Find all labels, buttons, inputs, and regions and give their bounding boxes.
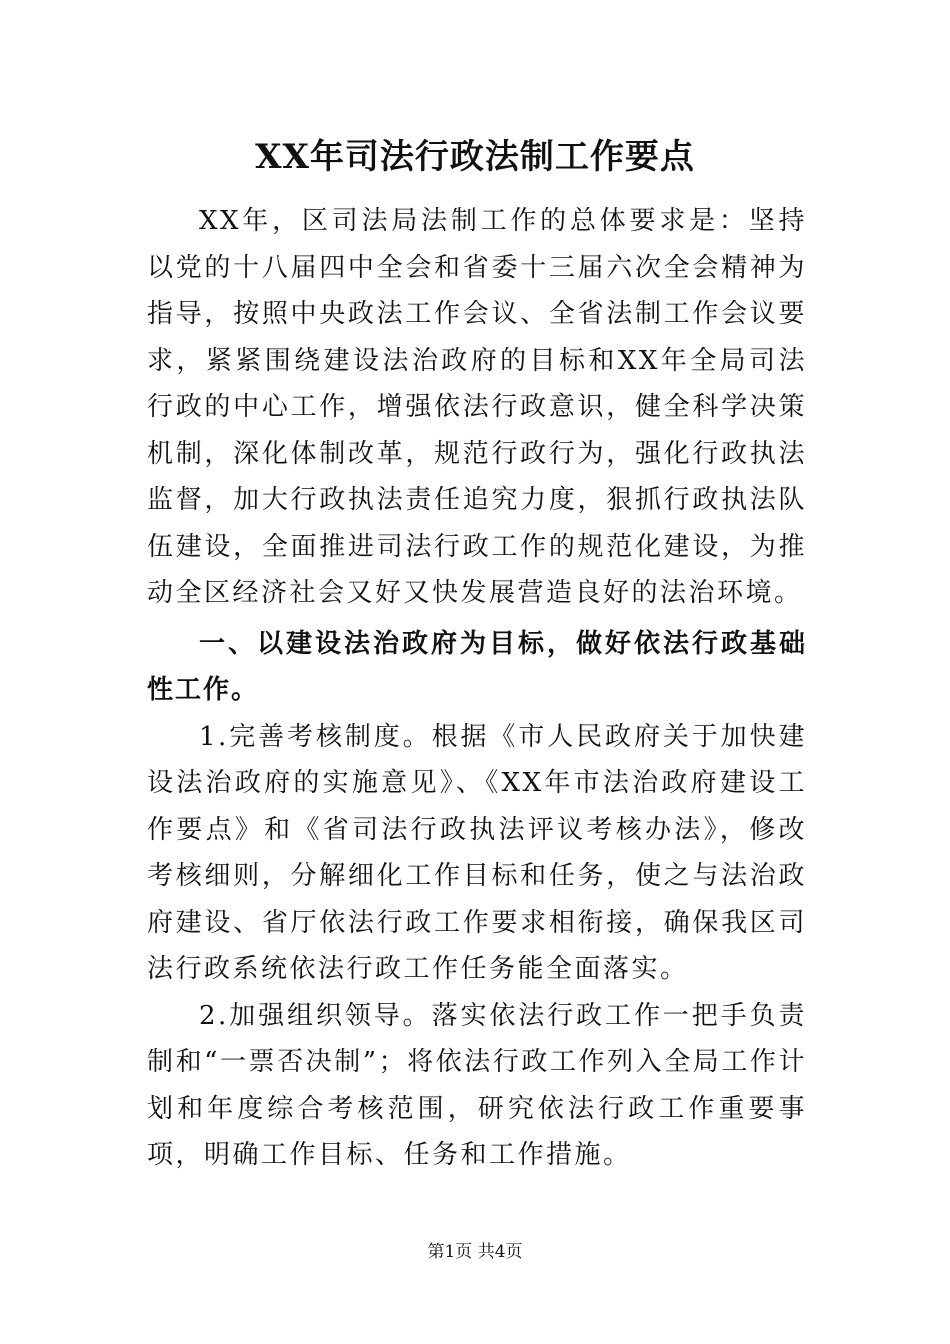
paragraph-intro: XX年，区司法局法制工作的总体要求是：坚持以党的十八届四中全会和省委十三届六次全会精神为指导，按照中央政法工作会议、全省法制工作会议要求，紧紧围绕建设法治政府的目标和XX年全局司法行政的中心工作，增强依法行政意识，健全科学决策机制，深化体制改革，规范行政行为，强化行政执法监督，加大行政执法责任追究力度，狠抓行政执法队伍建设，全面推进司法行政工作的规范化建设，为推动全区经济社会又好又快发展营造良好的法治环境。	[147, 206, 807, 608]
section-heading-1: 一、以建设法治政府为目标，做好依法行政基础性工作。	[147, 628, 807, 705]
paragraph-item-1: 1.完善考核制度。根据《市人民政府关于加快建设法治政府的实施意见》、《XX年市法治政府建设工作要点》和《省司法行政执法评议考核办法》，修改考核细则，分解细化工作目标和任务，使之与法治政府建设、省厅依法行政工作要求相衔接，确保我区司法行政系统依法行政工作任务能全面落实。	[147, 721, 807, 984]
paragraph-item-2: 2.加强组织领导。落实依法行政工作一把手负责制和“一票否决制”；将依法行政工作列入全局工作计划和年度综合考核范围，研究依法行政工作重要事项，明确工作目标、任务和工作措施。	[147, 1000, 807, 1170]
page-number-footer: 第1页 共4页	[427, 1242, 523, 1262]
document-title: XX年司法行政法制工作要点	[255, 137, 695, 177]
document-body	[147, 198, 807, 1179]
